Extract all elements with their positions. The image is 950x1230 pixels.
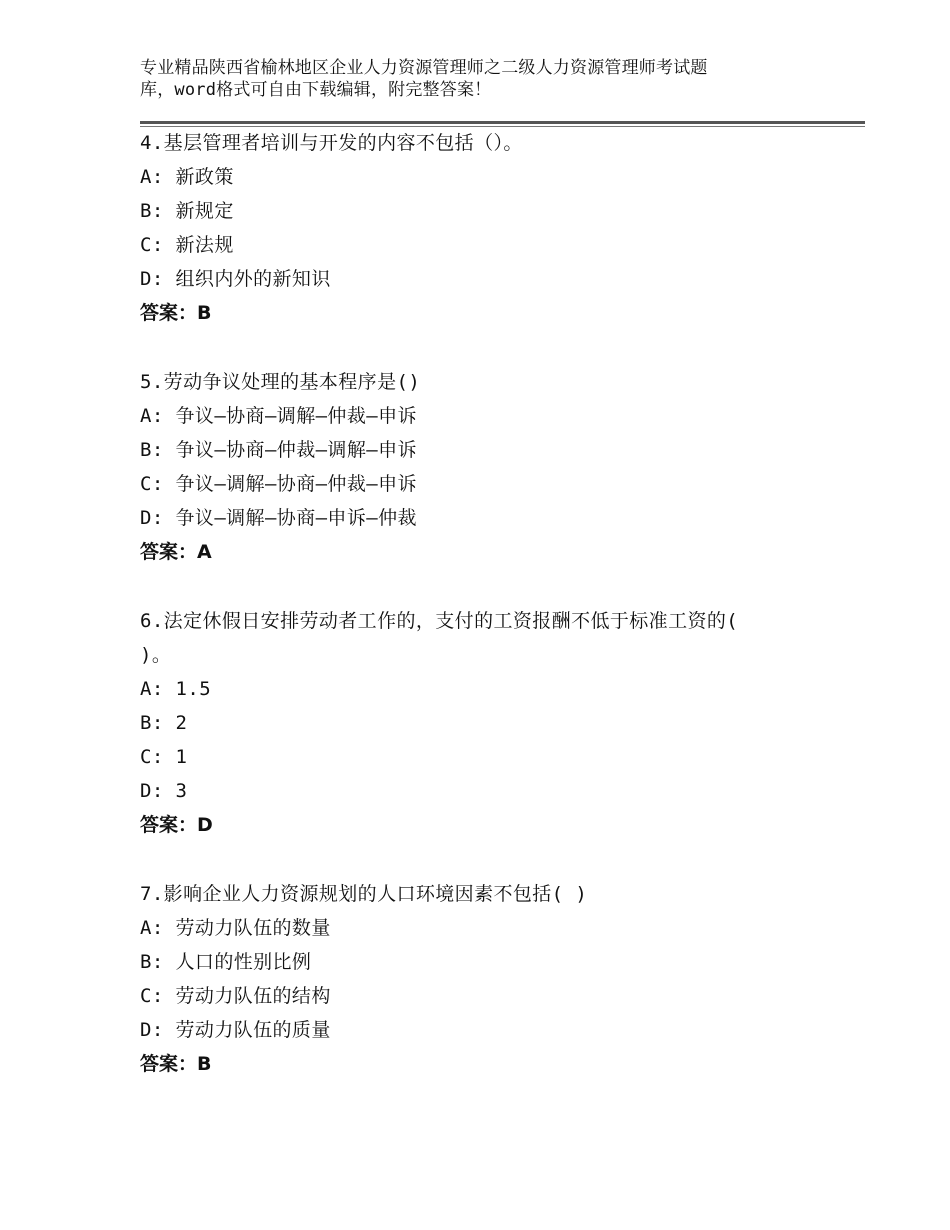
answer-label: 答案：A xyxy=(140,541,212,563)
answer-label: 答案：D xyxy=(140,814,213,836)
question-stem: 5.劳动争议处理的基本程序是() xyxy=(140,371,421,393)
question-7 xyxy=(140,877,840,1081)
document-header xyxy=(140,57,820,101)
option-c: C: 1 xyxy=(140,746,188,768)
question-5 xyxy=(140,365,840,569)
option-d: D: 组织内外的新知识 xyxy=(140,268,331,290)
answer-label: 答案：B xyxy=(140,1053,212,1075)
option-b: B: 争议—协商—仲裁—调解—申诉 xyxy=(140,439,417,461)
option-b: B: 2 xyxy=(140,712,188,734)
question-4 xyxy=(140,126,840,330)
question-stem-line-2: )。 xyxy=(140,644,172,666)
option-a: A: 争议—协商—调解—仲裁—申诉 xyxy=(140,405,417,427)
option-c: C: 劳动力队伍的结构 xyxy=(140,985,331,1007)
header-line-2: 库，word格式可自由下载编辑，附完整答案！ xyxy=(140,80,492,100)
option-a: A: 劳动力队伍的数量 xyxy=(140,917,331,939)
option-c: C: 新法规 xyxy=(140,234,234,256)
option-d: D: 劳动力队伍的质量 xyxy=(140,1019,331,1041)
question-6 xyxy=(140,604,840,842)
option-d: D: 3 xyxy=(140,780,188,802)
answer-label: 答案：B xyxy=(140,302,212,324)
option-c: C: 争议—调解—协商—仲裁—申诉 xyxy=(140,473,417,495)
question-stem: 4.基层管理者培训与开发的内容不包括（）。 xyxy=(140,132,523,154)
question-stem-line-1: 6.法定休假日安排劳动者工作的，支付的工资报酬不低于标准工资的( xyxy=(140,610,739,632)
question-stem: 7.影响企业人力资源规划的人口环境因素不包括( ) xyxy=(140,883,588,905)
option-a: A: 新政策 xyxy=(140,166,234,188)
header-line-1: 专业精品陕西省榆林地区企业人力资源管理师之二级人力资源管理师考试题 xyxy=(140,58,708,78)
header-divider-thick xyxy=(140,121,865,124)
option-a: A: 1.5 xyxy=(140,678,212,700)
option-b: B: 人口的性别比例 xyxy=(140,951,312,973)
option-b: B: 新规定 xyxy=(140,200,234,222)
option-d: D: 争议—调解—协商—申诉—仲裁 xyxy=(140,507,417,529)
